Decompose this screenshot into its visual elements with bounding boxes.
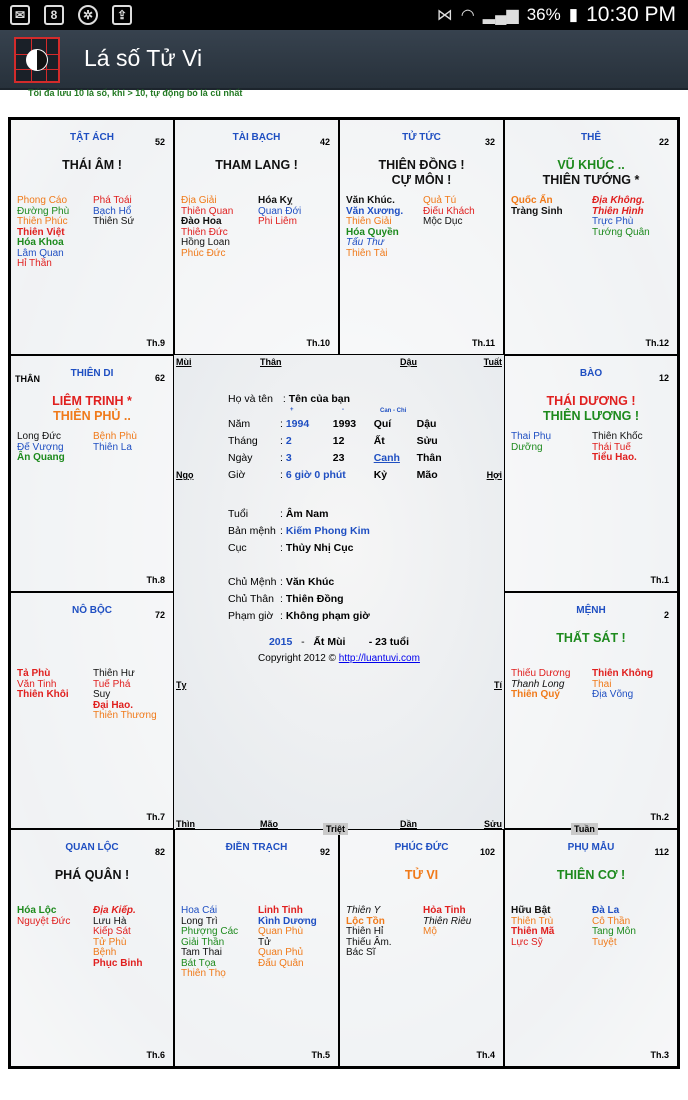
star: Thiên Khôi (17, 689, 69, 700)
palace-th: Th.7 (146, 812, 165, 822)
star: Long Trì (181, 915, 218, 927)
palace-th: Th.2 (650, 812, 669, 822)
star: Phong Cáo (17, 195, 68, 206)
left-stars (346, 906, 392, 959)
palace-th: Th.6 (146, 1050, 165, 1060)
palace-th: Th.10 (306, 338, 330, 348)
palace-name: TÀI BẠCH (232, 132, 281, 143)
palace-number: 32 (484, 137, 495, 147)
lunar-value: 1993 (332, 418, 357, 430)
left-stars (17, 432, 65, 464)
right-stars (258, 906, 317, 969)
palace-number: 92 (319, 847, 330, 857)
palace-tat-ach[interactable] (10, 119, 174, 355)
branch-mui: Mùi (176, 357, 192, 367)
branch-ty-left: Tỵ (176, 680, 187, 690)
star: Đấu Quân (258, 957, 304, 969)
star: Thiên Tài (346, 247, 388, 259)
main-stars (11, 158, 173, 173)
palace-the[interactable] (504, 119, 678, 355)
palace-name: BÀO (579, 368, 603, 379)
branch-dan: Dần (400, 819, 418, 829)
branch-thin: Thìn (176, 819, 195, 829)
right-stars (423, 196, 475, 228)
year-can-chi: Ất Mùi (313, 636, 346, 648)
star: Tướng Quân (592, 226, 650, 238)
date-row: Tháng : 2 12 Ất Sửu (228, 435, 438, 447)
lunar-mark: - (342, 407, 344, 413)
palace-number: 42 (319, 137, 330, 147)
right-stars (93, 669, 157, 722)
palace-name: NÔ BỘC (72, 605, 112, 616)
star: Tấu Thư (346, 237, 385, 248)
star: Tang Môn (592, 926, 636, 937)
palace-name: PHÚC ĐỨC (394, 842, 449, 853)
palace-name: QUAN LỘC (65, 842, 119, 853)
palace-name: THÊ (581, 132, 601, 143)
main-star: THÁI DƯƠNG ! (546, 394, 636, 408)
star: Quan Phủ (258, 947, 304, 958)
main-star: THIÊN ĐỒNG ! (378, 158, 465, 172)
palace-menh[interactable] (504, 592, 678, 829)
star: Long Đức (17, 431, 61, 442)
google-plus-icon: 8 (44, 5, 64, 25)
star: Đại Hao. (93, 699, 134, 711)
battery-icon: ▮ (568, 5, 579, 24)
lunar-value: 12 (332, 435, 345, 447)
star: Đà La (592, 905, 620, 916)
star: Thiên Mã (511, 926, 555, 937)
solar-value: 1994 (285, 418, 310, 430)
left-stars (181, 906, 238, 980)
left-stars (17, 906, 70, 927)
chi-value: Mão (416, 469, 438, 481)
star: Thiên Khốc (592, 431, 643, 442)
left-stars (511, 432, 551, 453)
clock: 10:30 PM (586, 3, 676, 26)
right-stars (423, 906, 471, 938)
palace-phuc-duc[interactable] (339, 829, 504, 1067)
left-stars (511, 669, 570, 701)
chi-value: Dậu (416, 418, 437, 430)
branch-ngo: Ngọ (176, 470, 194, 480)
star: Thiên Quý (511, 689, 560, 700)
star: Thai Phụ (511, 431, 552, 442)
palace-name: PHỤ MẪU (567, 842, 615, 853)
star: Tam Thai (181, 947, 222, 958)
right-stars (592, 196, 650, 238)
triet-marker: Triệt (323, 823, 348, 835)
star: Thiên Hình (592, 205, 644, 217)
star: Hữu Bật (511, 905, 551, 916)
main-star: THAM LANG ! (215, 158, 298, 172)
star: Lộc Tồn (346, 915, 385, 927)
palace-name: TẬT ÁCH (70, 132, 114, 143)
star: Địa Võng (592, 689, 634, 700)
branch-tuat: Tuất (483, 357, 502, 367)
name-row: Họ và tên : Tên của bạn (228, 393, 351, 405)
star: Thiên Phúc (17, 216, 68, 227)
current-year-line: 2015 - Ất Mùi - 23 tuổi (268, 636, 410, 648)
main-star: THÁI ÂM ! (62, 158, 122, 172)
star: Mộc Dục (423, 216, 463, 227)
save-limit-note: Tối đa lưu 10 lá số, khi > 10, tự động bỏ lá cũ nhất (28, 88, 243, 98)
main-star: THIÊN LƯƠNG ! (542, 409, 640, 423)
star: Hóa Khoa (17, 237, 64, 248)
branch-dau: Dậu (400, 357, 418, 367)
chi-value: Thân (416, 452, 442, 464)
star: Tuyệt (592, 936, 617, 948)
person-name: Tên của bạn (288, 393, 351, 405)
right-stars (93, 906, 142, 969)
date-row: Ngày : 3 23 Canh Thân (228, 452, 442, 464)
mail-icon: ✉ (10, 5, 30, 25)
left-stars (511, 196, 563, 217)
star: Đường Phù (17, 205, 70, 217)
palace-th: Th.5 (311, 1050, 330, 1060)
star: Địa Kiếp. (93, 905, 136, 916)
palace-th: Th.12 (645, 338, 669, 348)
star: Thiên Không (592, 668, 654, 679)
branch-than: Thân (260, 357, 282, 367)
solar-value: 3 (285, 452, 292, 464)
palace-tai-bach[interactable] (174, 119, 339, 355)
star: Tuế Phá (93, 678, 131, 690)
star: Thiên Việt (17, 226, 65, 238)
branch-suu: Sửu (483, 819, 502, 829)
right-stars (592, 669, 653, 701)
star: Thiên La (93, 441, 132, 453)
star: Hồng Loan (181, 237, 230, 248)
palace-phu-mau[interactable] (504, 829, 678, 1067)
star: Quả Tú (423, 195, 457, 206)
star: Thai (592, 678, 612, 690)
palace-number: 82 (154, 847, 165, 857)
star: Bát Tọa (181, 957, 216, 969)
palace-th: Th.11 (471, 338, 495, 348)
palace-number: 112 (654, 847, 669, 857)
palace-name: MỆNH (576, 605, 606, 616)
star: Phi Liêm (258, 216, 297, 227)
left-stars (17, 669, 69, 701)
current-age: - 23 tuổi (368, 636, 410, 648)
star: Thiên Thương (93, 710, 157, 721)
main-star: THẤT SÁT ! (556, 631, 626, 645)
app-logo-icon[interactable] (14, 37, 60, 83)
star: Quan Đới (258, 205, 302, 217)
palace-th: Th.8 (146, 575, 165, 585)
right-stars (93, 432, 137, 453)
right-stars (592, 906, 636, 948)
star: Bệnh Phù (93, 431, 137, 442)
palace-th: Th.4 (476, 1050, 495, 1060)
palace-number: 22 (658, 137, 669, 147)
star: Thiếu Âm. (346, 936, 392, 948)
star: Dưỡng (511, 441, 543, 453)
horoscope-chart (8, 117, 680, 1069)
chi-value: Sửu (416, 435, 438, 447)
pham-gio-row: Phạm giờ : Không phạm giờ (228, 610, 370, 622)
left-stars (511, 906, 554, 948)
main-star: TỬ VI (404, 868, 439, 882)
date-row: Năm : 1994 1993 Quí Dậu (228, 418, 437, 430)
palace-dien-trach[interactable] (174, 829, 339, 1067)
chu-menh-row: Chủ Mệnh : Văn Khúc (228, 576, 335, 588)
center-info-panel (174, 355, 504, 829)
main-star: THIÊN TƯỚNG * (542, 173, 640, 187)
star: Lâm Quan (17, 247, 64, 259)
tuoi-row: Tuổi : Âm Nam (228, 508, 329, 520)
main-star: PHÁ QUÂN ! (54, 868, 130, 882)
star: Thiên Hư (93, 668, 135, 679)
main-stars (11, 394, 173, 424)
star: Thiên Trù (511, 915, 554, 927)
lunar-value: 23 (332, 452, 345, 464)
star: Điếu Khách (423, 205, 475, 217)
solar-value: 6 giờ 0 phút (285, 469, 346, 481)
right-stars (93, 196, 134, 228)
left-stars (181, 196, 233, 259)
star: Bạch Hổ (93, 205, 132, 217)
star: Mộ (423, 926, 437, 937)
signal-icon: ▂▄▆ (482, 7, 519, 24)
main-star: THIÊN PHỦ .. (53, 409, 131, 423)
star: Bác Sĩ (346, 947, 376, 958)
branch-mao: Mão (260, 819, 278, 829)
main-stars (505, 631, 677, 646)
palace-number: 12 (658, 373, 669, 383)
star: Thiên Quan (181, 205, 234, 217)
star: Tử Phù (93, 936, 127, 948)
can-value: Quí (373, 418, 392, 430)
palace-quan-loc[interactable] (10, 829, 174, 1067)
star: Thanh Long (511, 678, 565, 690)
main-stars (340, 868, 503, 883)
star: Trực Phù (592, 216, 634, 227)
main-stars (340, 158, 503, 188)
star: Cô Thần (592, 915, 631, 927)
solar-mark: + (290, 407, 294, 413)
palace-name: ĐIỀN TRẠCH (225, 842, 288, 853)
star: Thiên Thọ (181, 968, 226, 979)
star: Văn Khúc. (346, 195, 395, 206)
palace-number: 52 (154, 137, 165, 147)
copyright: Copyright 2012 © http://luantuvi.com (258, 653, 420, 664)
tuan-marker: Tuần (571, 823, 598, 835)
main-star: THIÊN CƠ ! (556, 868, 626, 882)
star: Bệnh (93, 947, 117, 958)
palace-thien-di[interactable] (10, 355, 174, 592)
star: Thiên Đức (181, 226, 228, 238)
star: Thiên Sứ (93, 216, 135, 227)
star: Thái Tuế (592, 441, 631, 453)
star: Phượng Các (181, 926, 239, 937)
star: Thiên Riêu (423, 915, 472, 927)
can-value: Ất (373, 435, 385, 447)
star: Văn Xương. (346, 205, 404, 217)
battery-percent: 36% (526, 5, 561, 24)
star: Phá Toái (93, 195, 132, 206)
star: Thiếu Dương (511, 668, 571, 679)
star: Thiên Giải (346, 216, 392, 227)
can-value: Canh (373, 452, 400, 464)
app-title: Lá số Tử Vi (84, 45, 203, 71)
settings-icon: ✲ (78, 5, 98, 25)
wifi-icon: ◠ (460, 7, 475, 24)
can-value: Kỷ (373, 469, 388, 481)
star: Hóa Kỵ (258, 195, 293, 206)
palace-name: THIÊN DI (70, 368, 114, 379)
chu-than-row: Chủ Thân : Thiên Đồng (228, 593, 344, 605)
yin-yang-icon (26, 49, 48, 71)
palace-number: 2 (663, 610, 669, 620)
mute-icon: ⋈ (436, 7, 453, 24)
star: Tử (258, 936, 271, 948)
star: Hỉ Thần (17, 258, 52, 269)
star: Địa Không. (592, 195, 645, 206)
palace-name: TỬ TỨC (402, 132, 441, 143)
star: Phúc Đức (181, 247, 226, 259)
status-bar (0, 0, 688, 30)
star: Kình Dương (258, 915, 317, 927)
star: Tràng Sinh (511, 205, 563, 217)
star: Thiên Y (346, 905, 381, 916)
star: Quan Phù (258, 926, 304, 937)
star: Kiếp Sát (93, 926, 131, 937)
left-stars (346, 196, 403, 259)
right-stars (592, 432, 643, 464)
ban-menh-row: Bản mệnh : Kiếm Phong Kim (228, 525, 370, 537)
date-row: Giờ : 6 giờ 0 phút Kỷ Mão (228, 469, 438, 481)
palace-number: 72 (154, 610, 165, 620)
palace-tu-tuc[interactable] (339, 119, 504, 355)
star: Ân Quang (17, 452, 65, 463)
upload-icon: ⇪ (112, 5, 132, 25)
main-star: LIÊM TRINH * (52, 394, 132, 408)
star: Quốc Ấn (511, 195, 553, 206)
palace-number: 102 (479, 847, 495, 857)
website-link[interactable]: http://luantuvi.com (338, 653, 420, 664)
star: Thiên Hỉ (346, 926, 384, 937)
star: Hỏa Tinh (423, 905, 466, 916)
star: Giải Thần (181, 936, 225, 948)
left-stars (17, 196, 69, 270)
star: Địa Giải (181, 195, 217, 206)
star: Suy (93, 689, 111, 700)
palace-th: Th.3 (650, 1050, 669, 1060)
main-star: VŨ KHÚC .. (557, 158, 625, 172)
star: Nguyệt Đức (17, 915, 71, 927)
app-bar (0, 30, 688, 90)
main-stars (505, 394, 677, 424)
star: Tả Phù (17, 668, 51, 679)
main-stars (505, 158, 677, 188)
branch-ty-right: Tí (494, 680, 502, 690)
branch-hoi: Hợi (486, 470, 502, 480)
star: Hóa Quyền (346, 226, 399, 238)
solar-value: 2 (285, 435, 292, 447)
star: Đế Vượng (17, 441, 64, 453)
main-stars (11, 868, 173, 883)
palace-no-boc[interactable] (10, 592, 174, 829)
palace-th: Th.1 (650, 575, 669, 585)
palace-th: Th.9 (146, 338, 165, 348)
star: Phục Binh (93, 957, 143, 969)
star: Linh Tinh (258, 905, 303, 916)
main-star: CỰ MÔN ! (391, 173, 452, 187)
star: Hóa Lộc (17, 905, 57, 916)
current-year: 2015 (268, 636, 293, 648)
main-stars (505, 868, 677, 883)
star: Đào Hoa (181, 216, 222, 227)
than-marker: THÂN (15, 374, 40, 384)
star: Tiểu Hao. (592, 452, 637, 463)
cuc-row: Cục : Thủy Nhị Cục (228, 542, 354, 554)
star: Văn Tinh (17, 678, 57, 690)
main-stars (175, 158, 338, 173)
star: Lưu Hà (93, 915, 127, 927)
right-stars (258, 196, 301, 228)
star: Lực Sỹ (511, 936, 543, 948)
palace-bao[interactable] (504, 355, 678, 592)
palace-number: 62 (154, 373, 165, 383)
can-chi-header: Can - Chi (380, 408, 407, 414)
star: Hoa Cái (181, 905, 218, 916)
